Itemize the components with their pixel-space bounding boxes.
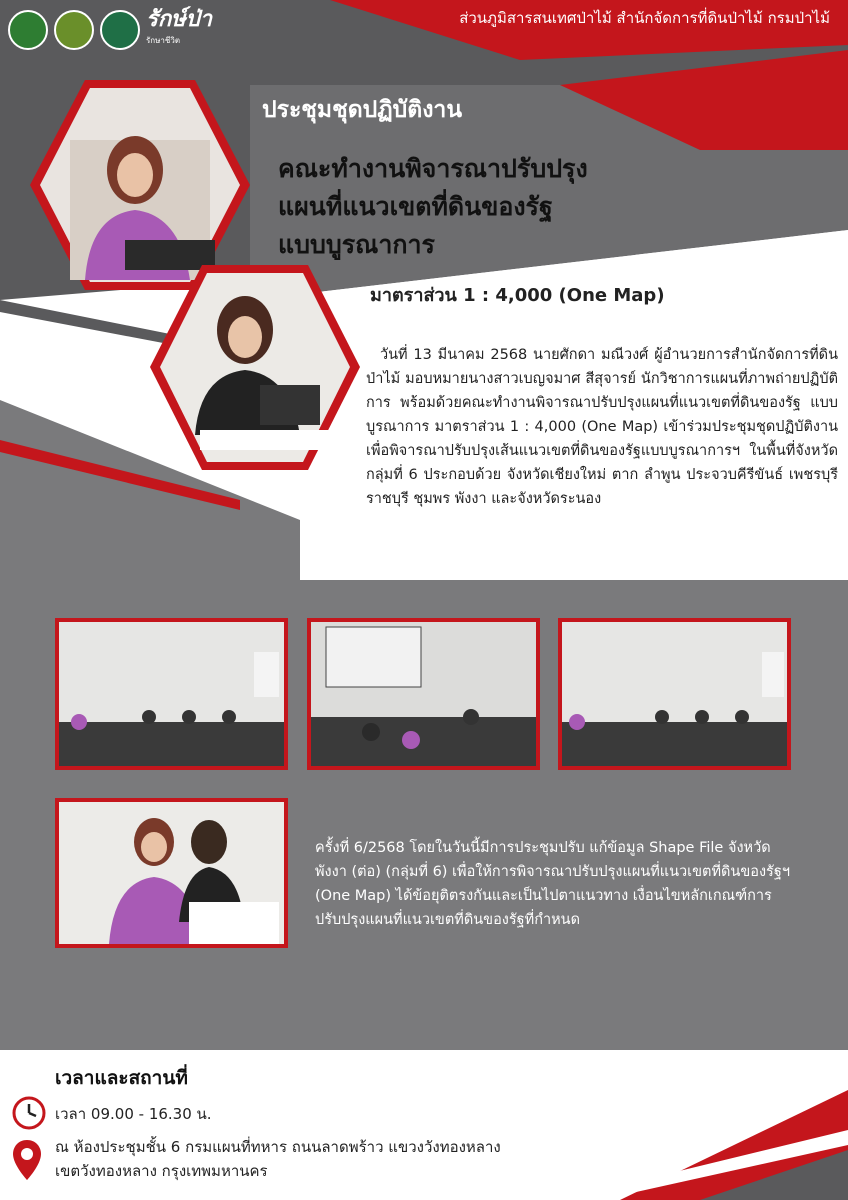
hex-photo-1 <box>30 80 250 290</box>
meeting-photo-4 <box>55 798 288 948</box>
agency-logo-icon <box>100 10 140 50</box>
event-location <box>55 1135 615 1183</box>
meeting-detail-paragraph: ครั้งที่ 6/2568 โดยในวันนี้มีการประชุมปรับ แก้ข้อมูล Shape File จังหวัดพังงา (ต่อ) (กลุ่มที่ 6) เพื่อให้การพิจารณาปรับปรุงแผนที่แนวเขตที่ดินของรัฐฯ (One Map) ได้ข้อยุติตรงกันและเป็นไปตาแนวทาง เงื่อนไขหลักเกณฑ์การปรับปรุงแผนที่แนวเขตที่ดินของรัฐที่กำหนด <box>315 840 790 928</box>
clock-icon <box>12 1096 46 1130</box>
page-title <box>278 150 698 264</box>
location-line: เขตวังทองหลาง กรุงเทพมหานคร <box>55 1162 268 1180</box>
location-pin-icon <box>12 1138 42 1184</box>
title-line: คณะทำงานพิจารณาปรับปรุง <box>278 154 588 183</box>
organization-name: ส่วนภูมิสารสนเทศป่าไม้ สำนักจัดการที่ดินป่าไม้ กรมป่าไม้ <box>459 9 830 27</box>
title-line: แบบบูรณาการ <box>278 230 435 259</box>
rfd-logo-icon <box>8 10 48 50</box>
meeting-photo-2 <box>307 618 540 770</box>
time-place-heading: เวลาและสถานที่ <box>55 1067 188 1089</box>
logo-group <box>8 6 212 54</box>
map-scale: มาตราส่วน 1 : 4,000 (One Map) <box>370 285 665 306</box>
brand-logo: รักษ์ป่า รักษาชีวิต <box>146 6 212 45</box>
title-line: แผนที่แนวเขตที่ดินของรัฐ <box>278 192 553 221</box>
event-label: ประชุมชุดปฏิบัติงาน <box>262 97 463 123</box>
event-time: เวลา 09.00 - 16.30 น. <box>55 1105 212 1123</box>
description-paragraph: วันที่ 13 มีนาคม 2568 นายศักดา มณีวงศ์ ผู้อำนวยการสำนักจัดการที่ดินป่าไม้ มอบหมายนางสาวเบญจมาศ สีสุจารย์ นักวิชาการแผนที่ภาพถ่ายปฏิบัติการ พร้อมด้วยคณะทำงานพิจารณาปรับปรุงแผนที่แนวเขตที่ดินของรัฐ แบบบูรณาการ มาตราส่วน 1 : 4,000 (One Map) เข้าร่วมประชุมชุดปฏิบัติงาน เพื่อพิจารณาปรับปรุงเส้นแนวเขตที่ดินของรัฐแบบบูรณาการฯ ในพื้นที่จังหวัดกลุ่มที่ 6 ประกอบด้วย จังหวัดเชียงใหม่ ตาก ลำพูน ประจวบคีรีขันธ์ เพชรบุรี ราชบุรี ชุมพร พังงา และจังหวัดระนอง <box>366 347 838 507</box>
hex-photo-2 <box>150 265 360 470</box>
meeting-photo-1 <box>55 618 288 770</box>
meeting-photo-3 <box>558 618 791 770</box>
location-line: ณ ห้องประชุมชั้น 6 กรมแผนที่ทหาร ถนนลาดพร้าว แขวงวังทองหลาง <box>55 1138 501 1156</box>
emblem-logo-icon <box>54 10 94 50</box>
